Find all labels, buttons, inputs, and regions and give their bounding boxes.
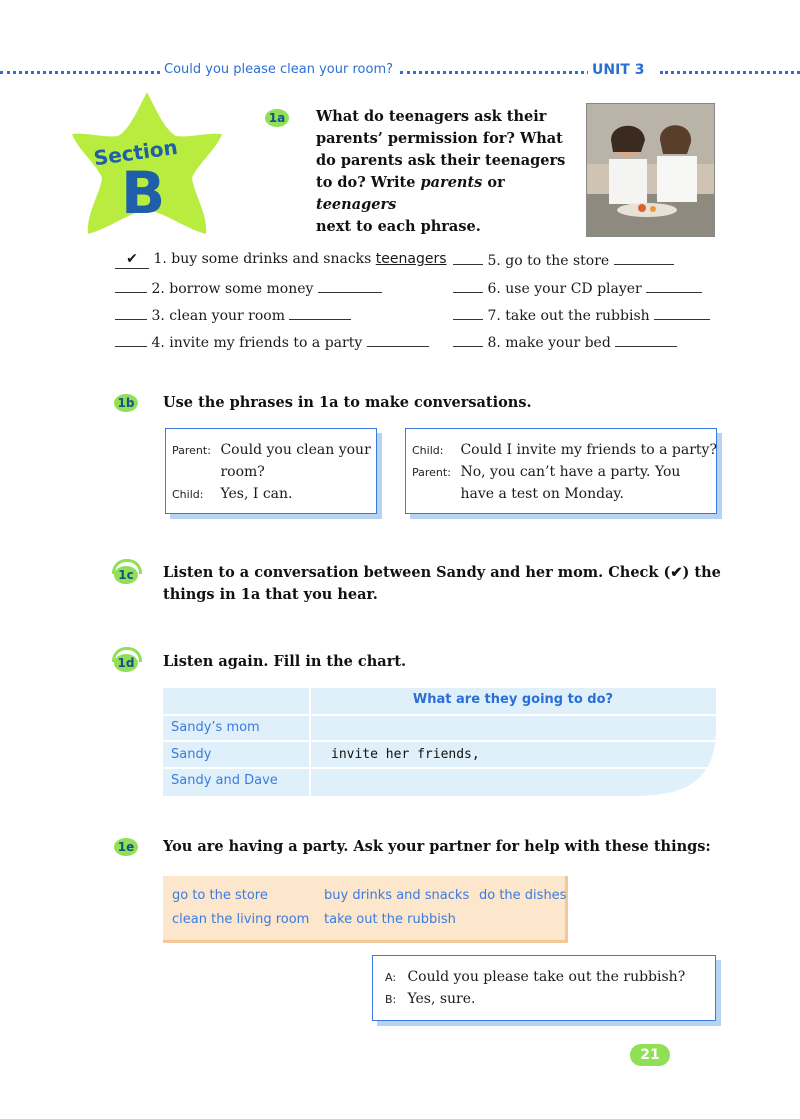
answer-blank[interactable] (646, 278, 702, 293)
instruction-1c-line: Listen to a conversation between Sandy and her mom. Check (✔) the (163, 564, 721, 581)
phrase-text: 2. borrow some money (151, 281, 314, 297)
answer-blank[interactable] (115, 278, 147, 293)
phrase-option: clean the living room (172, 912, 310, 927)
conversation-box-2 (405, 428, 717, 514)
header-title: Could you please clean your room? (160, 62, 397, 77)
phrase-option: go to the store (172, 888, 268, 903)
instruction-1d: Listen again. Fill in the chart. (163, 653, 407, 670)
badge-1b: 1b (114, 394, 138, 412)
speaker-label: Parent: (412, 466, 451, 479)
badge-1c: 1c (114, 566, 138, 584)
answer-teenagers: teenagers (375, 251, 447, 267)
header-dotline-left (0, 71, 160, 74)
conversation-box-1 (165, 428, 377, 514)
chart-row-label: Sandy’s mom (171, 720, 260, 735)
check-mark: ✔ (115, 250, 149, 269)
answer-blank[interactable] (367, 332, 429, 347)
instruction-1e: You are having a party. Ask your partner for help with these things: (163, 838, 711, 855)
speaker-label: Child: (412, 444, 444, 457)
instruction-1b: Use the phrases in 1a to make conversations. (163, 394, 532, 411)
answer-blank[interactable] (654, 305, 710, 320)
phrase-item-4 (115, 332, 429, 352)
conv-line (172, 461, 265, 483)
section-letter: B (121, 159, 166, 227)
answer-blank[interactable] (453, 278, 483, 293)
phrase-item-8 (453, 332, 677, 352)
conv-line (172, 439, 371, 462)
speaker-label: B: (385, 993, 397, 1006)
phrase-item-3 (115, 305, 351, 325)
answer-blank[interactable] (453, 250, 483, 265)
conv-text: Could you please take out the rubbish? (407, 969, 686, 985)
chart-row-label: Sandy and Dave (171, 773, 278, 788)
phrase-text: 6. use your CD player (487, 281, 642, 297)
conv-line (412, 461, 680, 484)
phrase-option: do the dishes (479, 888, 567, 903)
instruction-1c-line: things in 1a that you hear. (163, 586, 378, 603)
instruction-1a-line: do parents ask their teenagers (316, 152, 566, 169)
answer-blank[interactable] (115, 305, 147, 320)
answer-blank[interactable] (453, 332, 483, 347)
conversation-box-1e (372, 955, 716, 1021)
fill-in-chart (163, 688, 716, 796)
instruction-1a-line: parents’ permission for? What (316, 130, 563, 147)
phrase-item-6 (453, 278, 702, 298)
italic-word: teenagers (316, 196, 397, 213)
conv-text: No, you can’t have a party. You (460, 464, 681, 480)
badge-1e: 1e (114, 838, 138, 856)
answer-blank[interactable] (614, 250, 674, 265)
answer-blank[interactable] (289, 305, 351, 320)
speaker-label: Child: (172, 488, 204, 501)
phrase-item-7 (453, 305, 710, 325)
conv-text: Yes, sure. (407, 991, 476, 1007)
phrase-text: 8. make your bed (487, 335, 611, 351)
page-number: 21 (630, 1044, 670, 1066)
italic-word: parents (420, 174, 483, 191)
phrase-option: take out the rubbish (324, 912, 456, 927)
header-dotline-right (660, 71, 800, 74)
badge-1a: 1a (265, 109, 289, 127)
conv-line (385, 966, 685, 989)
phrase-text: 4. invite my friends to a party (151, 335, 363, 351)
header-dotline-middle (400, 71, 590, 74)
chart-column-header: What are they going to do? (412, 692, 614, 707)
conv-text: Yes, I can. (220, 486, 293, 502)
conv-text: have a test on Monday. (460, 486, 624, 502)
answer-blank[interactable] (318, 278, 382, 293)
phrase-option: buy drinks and snacks (324, 888, 470, 903)
conv-line (412, 439, 717, 462)
phrase-text: 1. buy some drinks and snacks (153, 251, 372, 267)
speaker-label: A: (385, 971, 397, 984)
conv-line (172, 483, 292, 506)
cooking-photo (586, 103, 715, 237)
header-unit: UNIT 3 (588, 62, 648, 78)
speaker-label: Parent: (172, 444, 211, 457)
phrase-text: 3. clean your room (151, 308, 285, 324)
answer-blank[interactable] (115, 332, 147, 347)
phrase-text: 5. go to the store (487, 253, 610, 269)
conv-line (385, 988, 475, 1011)
conv-text: room? (220, 464, 265, 480)
chart-row-label: Sandy (171, 747, 212, 762)
phrase-item-1 (115, 250, 447, 269)
answer-blank[interactable] (453, 305, 483, 320)
badge-1d: 1d (114, 654, 138, 672)
instruction-1a-line: next to each phrase. (316, 218, 481, 235)
phrase-text: 7. take out the rubbish (487, 308, 650, 324)
instruction-1a (316, 106, 576, 238)
instruction-1c (163, 562, 721, 606)
chart-cell[interactable]: invite her friends, (331, 747, 480, 762)
section-word: Section (92, 134, 180, 171)
instruction-1a-line: What do teenagers ask their (316, 108, 547, 125)
answer-blank[interactable] (615, 332, 677, 347)
instruction-1a-line: to do? Write parents or teenagers (316, 174, 505, 213)
conv-text: Could you clean your (220, 442, 371, 458)
section-star (68, 88, 226, 238)
conv-line (412, 483, 624, 505)
phrase-box-1e (163, 876, 568, 943)
phrase-item-5 (453, 250, 674, 270)
phrase-item-2 (115, 278, 382, 298)
conv-text: Could I invite my friends to a party? (460, 442, 717, 458)
